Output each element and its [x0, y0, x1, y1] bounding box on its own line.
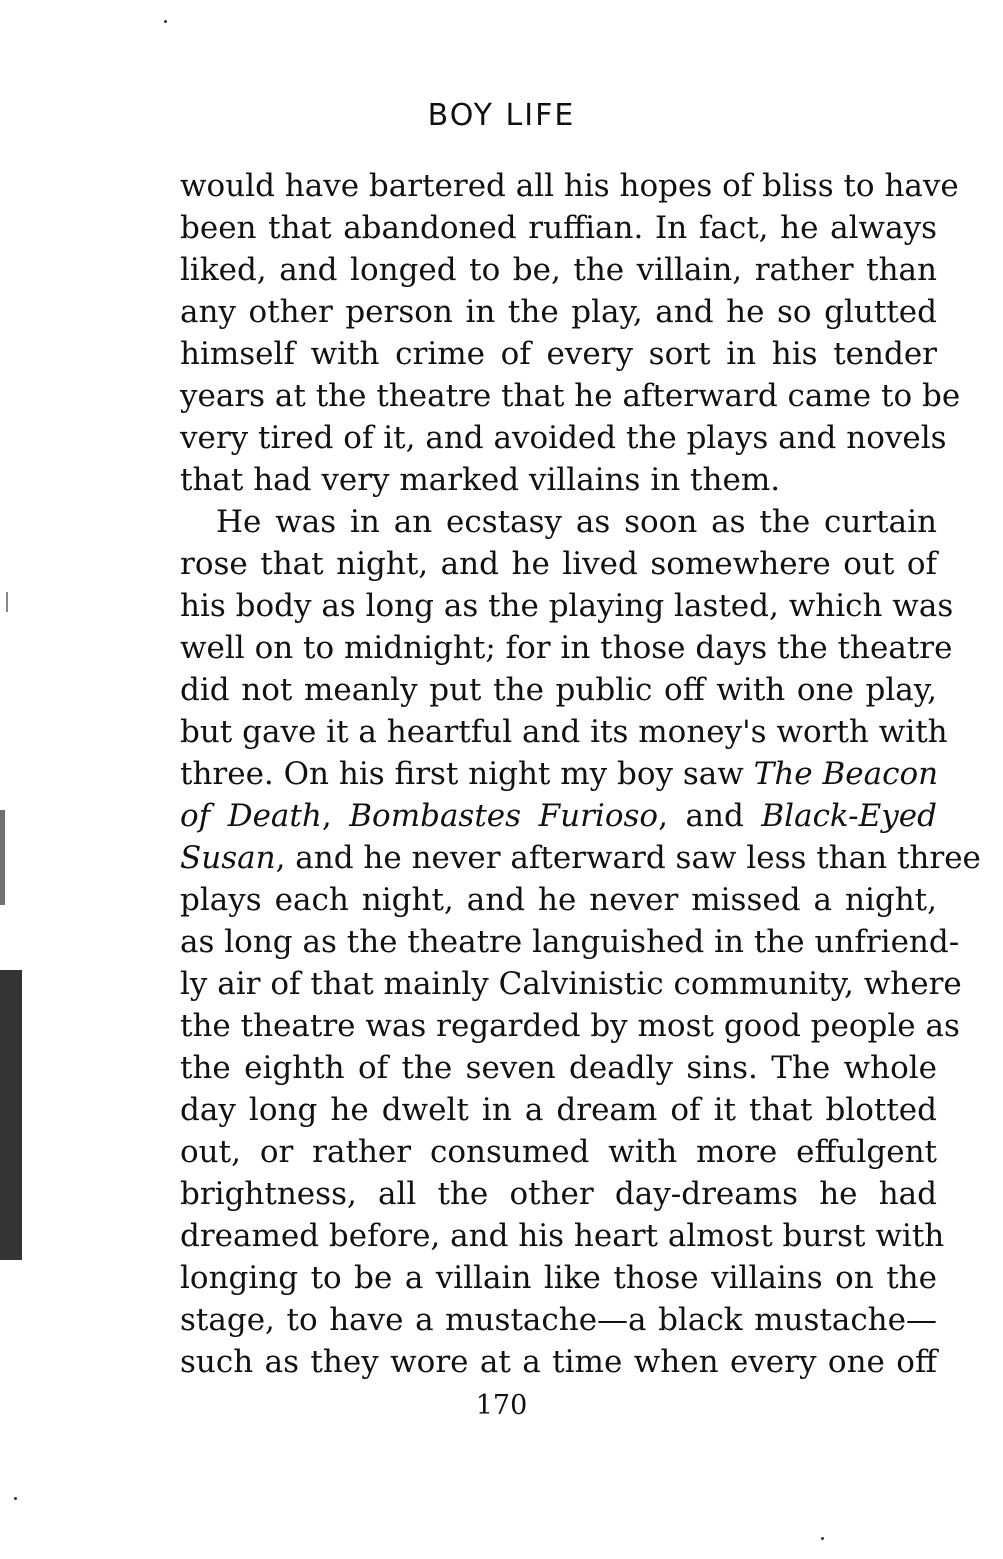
binding-edge-mark-tiny	[6, 592, 8, 612]
text-segment: did not meanly put the public off with one play,	[180, 672, 937, 708]
text-segment: would have bartered all his hopes of bliss to have	[180, 168, 959, 204]
text-line	[180, 711, 948, 753]
text-line	[180, 753, 937, 795]
text-segment: brightness, all the other day-dreams he had	[180, 1176, 937, 1212]
text-line	[180, 837, 981, 879]
text-segment: years at the theatre that he afterward came to be	[180, 378, 961, 414]
text-line	[180, 459, 937, 501]
text-line	[180, 921, 960, 963]
text-segment: any other person in the play, and he so glutted	[180, 294, 937, 330]
text-line	[180, 417, 947, 459]
italic-title-text: of Death	[180, 798, 322, 834]
text-segment: day long he dwelt in a dream of it that blotted	[180, 1092, 937, 1128]
text-segment: ,	[321, 798, 350, 834]
text-line	[180, 1299, 937, 1341]
text-segment: He was in an ecstasy as soon as the curtain	[216, 504, 937, 540]
text-line	[180, 1341, 937, 1383]
text-segment: the eighth of the seven deadly sins. The whole	[180, 1050, 937, 1086]
scan-speck	[164, 20, 167, 23]
text-segment: the theatre was regarded by most good people as	[180, 1008, 960, 1044]
text-segment: out, or rather consumed with more effulgent	[180, 1134, 937, 1170]
text-line	[180, 1005, 960, 1047]
text-line	[180, 1257, 937, 1299]
text-line	[180, 207, 937, 249]
page-number: 170	[475, 1390, 528, 1421]
text-line	[180, 795, 937, 837]
italic-title-text: The Beacon	[753, 756, 939, 792]
text-line	[180, 165, 959, 207]
text-line	[180, 627, 953, 669]
text-segment: such as they wore at a time when every one off	[180, 1344, 937, 1380]
text-line	[180, 669, 937, 711]
text-segment: that had very marked villains in them.	[180, 462, 781, 498]
text-line	[180, 1047, 937, 1089]
binding-edge-mark-small	[0, 810, 5, 905]
text-segment: plays each night, and he never missed a night,	[180, 882, 937, 918]
text-line	[216, 501, 937, 543]
text-segment: rose that night, and he lived somewhere out of	[180, 546, 937, 582]
text-line	[180, 333, 937, 375]
running-head: BOY LIFE	[427, 98, 576, 133]
text-line	[180, 879, 937, 921]
text-line	[180, 1215, 945, 1257]
binding-edge-mark	[0, 970, 22, 1260]
text-line	[180, 249, 937, 291]
text-segment: himself with crime of every sort in his tender	[180, 336, 937, 372]
text-segment: stage, to have a mustache—a black mustache—	[180, 1302, 937, 1338]
text-segment: longing to be a villain like those villains on the	[180, 1260, 937, 1296]
italic-title-text: Susan	[180, 840, 276, 876]
text-segment: as long as the theatre languished in the unfriend-	[180, 924, 960, 960]
text-segment: been that abandoned ruffian. In fact, he always	[180, 210, 937, 246]
text-segment: but gave it a heartful and its money's worth with	[180, 714, 948, 750]
text-segment: dreamed before, and his heart almost burst with	[180, 1218, 945, 1254]
text-segment: well on to midnight; for in those days the theatre	[180, 630, 953, 666]
text-line	[180, 963, 962, 1005]
text-line	[180, 543, 937, 585]
text-segment: , and he never afterward saw less than three	[275, 840, 981, 876]
text-line	[180, 1089, 937, 1131]
text-line	[180, 1131, 937, 1173]
scan-speck	[821, 1537, 824, 1540]
italic-title-text: Black-Eyed	[761, 798, 937, 834]
text-line	[180, 375, 961, 417]
text-segment: very tired of it, and avoided the plays and novels	[180, 420, 947, 456]
text-line	[180, 1173, 937, 1215]
scan-speck	[14, 1497, 17, 1500]
text-segment: ly air of that mainly Calvinistic community, where	[180, 966, 962, 1002]
text-segment: his body as long as the playing lasted, which was	[180, 588, 954, 624]
text-line	[180, 585, 954, 627]
text-segment: , and	[658, 798, 762, 834]
text-line	[180, 291, 937, 333]
text-segment: liked, and longed to be, the villain, rather than	[180, 252, 937, 288]
text-segment: three. On his first night my boy saw	[180, 756, 754, 792]
italic-title-text: Bombastes Furioso	[349, 798, 659, 834]
